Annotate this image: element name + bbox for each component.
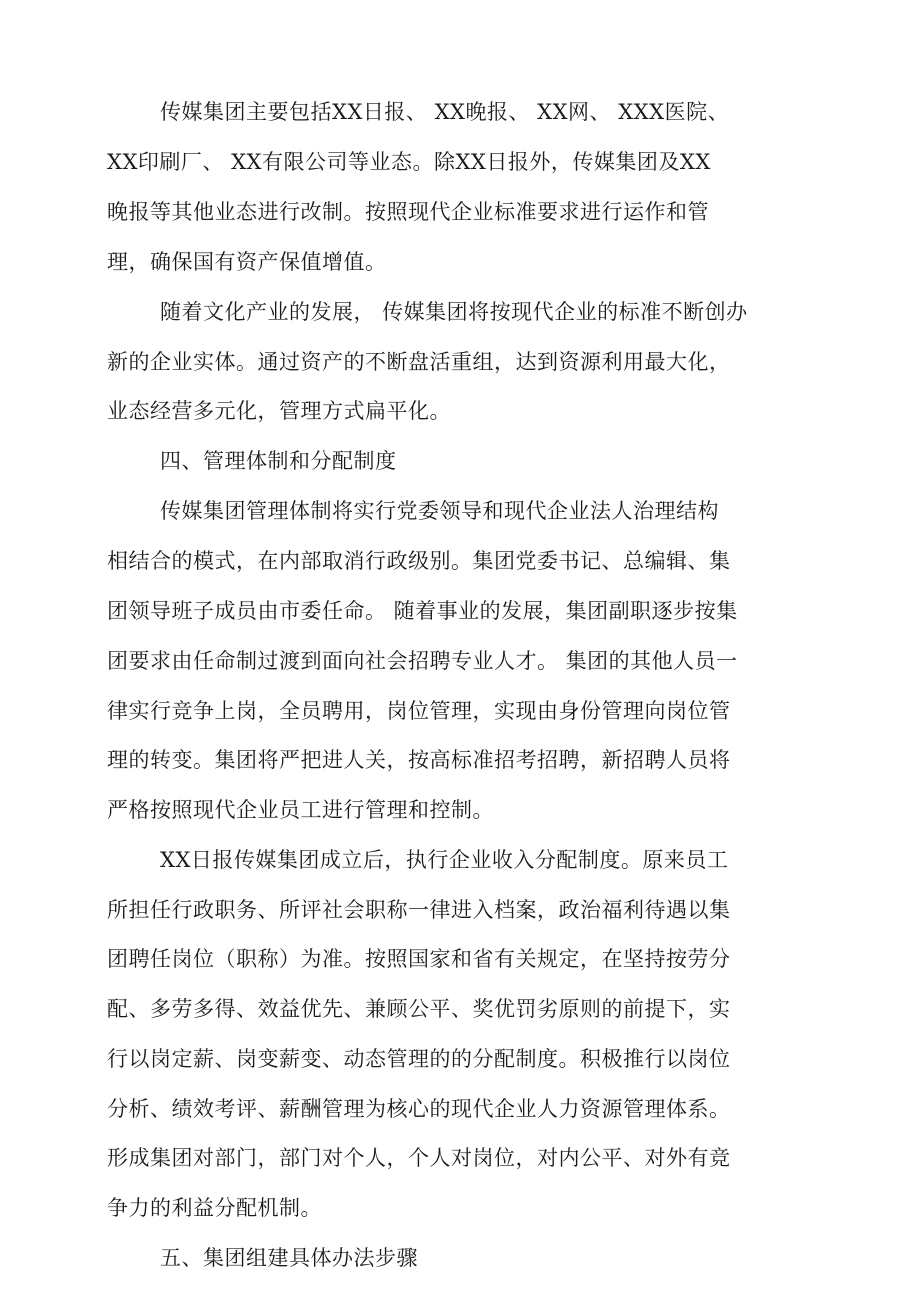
text-line: 理的转变。集团将严把进人关，按高标准招考招聘，新招聘人员将: [107, 748, 731, 772]
text-line: 业态经营多元化，管理方式扁平化。: [107, 399, 451, 423]
text-line: 相结合的模式，在内部取消行政级别。集团党委书记、总编辑、集: [107, 549, 731, 573]
text-line: 传媒集团主要包括XX日报、 XX晚报、 XX网、 XXX医院、: [160, 100, 730, 124]
text-line: 新的企业实体。通过资产的不断盘活重组，达到资源利用最大化，: [107, 350, 731, 374]
text-line: 分析、绩效考评、薪酬管理为核心的现代企业人力资源管理体系。: [107, 1097, 731, 1121]
text-line: XX日报传媒集团成立后，执行企业收入分配制度。原来员工: [160, 848, 729, 872]
text-line: 争力的利益分配机制。: [107, 1196, 322, 1220]
text-line: 传媒集团管理体制将实行党委领导和现代企业法人治理结构: [160, 499, 719, 523]
section-heading: 五、集团组建具体办法步骤: [160, 1246, 418, 1270]
text-line: 理，确保国有资产保值增值。: [107, 250, 387, 274]
text-line: 团领导班子成员由市委任命。 随着事业的发展，集团副职逐步按集: [107, 599, 738, 623]
text-line: 行以岗定薪、岗变薪变、动态管理的的分配制度。积极推行以岗位: [107, 1047, 731, 1071]
text-line: 团要求由任命制过渡到面向社会招聘专业人才。 集团的其他人员一: [107, 649, 738, 673]
text-line: 形成集团对部门，部门对个人，个人对岗位，对内公平、对外有竞: [107, 1146, 731, 1170]
section-heading: 四、管理体制和分配制度: [160, 449, 397, 473]
text-line: 随着文化产业的发展， 传媒集团将按现代企业的标准不断创办: [160, 300, 748, 324]
text-line: 团聘任岗位（职称）为准。按照国家和省有关规定，在坚持按劳分: [107, 947, 731, 971]
text-line: 晚报等其他业态进行改制。按照现代企业标准要求进行运作和管: [107, 200, 709, 224]
text-line: 律实行竞争上岗，全员聘用，岗位管理，实现由身份管理向岗位管: [107, 699, 731, 723]
text-line: 所担任行政职务、所评社会职称一律进入档案，政治福利待遇以集: [107, 898, 731, 922]
text-line: 严格按照现代企业员工进行管理和控制。: [107, 798, 494, 822]
text-line: 配、多劳多得、效益优先、兼顾公平、奖优罚劣原则的前提下，实: [107, 997, 731, 1021]
text-line: XX印刷厂、 XX有限公司等业态。除XX日报外，传媒集团及XX: [107, 150, 711, 174]
